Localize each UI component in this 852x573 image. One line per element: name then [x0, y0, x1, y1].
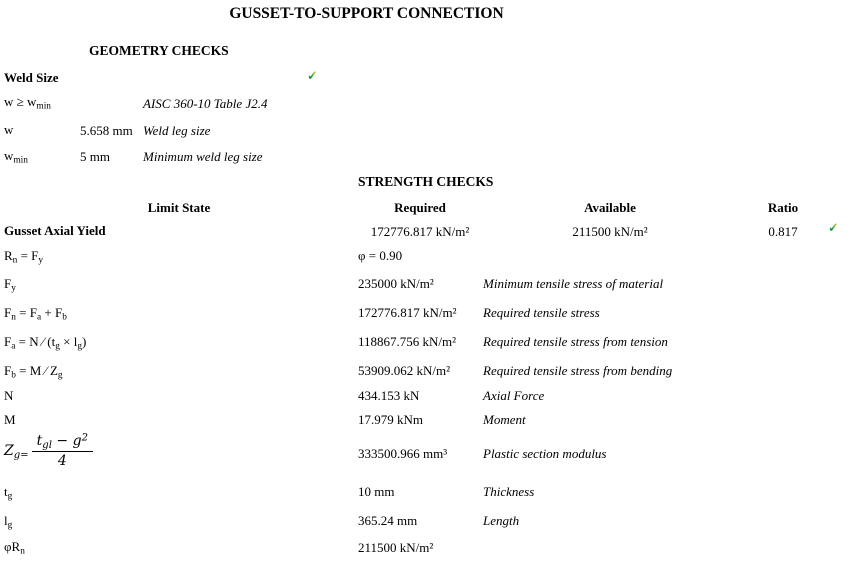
column-header-required: Required	[394, 200, 446, 215]
column-header-ratio: Ratio	[767, 200, 799, 215]
value-cell: 10 mm	[358, 484, 395, 499]
geometry-section-heading: GEOMETRY CHECKS	[89, 43, 229, 58]
geometry-check-name: Weld Size	[4, 70, 59, 85]
formula-cell: $F_n = F_a + F_b$	[4, 305, 67, 323]
formula-cell: $F_b = M$ ∕ $Z_g$	[4, 363, 63, 381]
description-cell: Moment	[483, 412, 526, 427]
value-cell: 5.658 mm	[80, 123, 133, 138]
description-cell: Minimum tensile stress of material	[483, 276, 664, 291]
column-header-limit-state: Limit State	[147, 200, 211, 215]
formula-cell: $\varphi R_n$	[4, 539, 25, 557]
formula-cell: N	[4, 388, 14, 403]
description-cell: Minimum weld leg size	[143, 149, 263, 164]
pass-check-icon: ✓	[307, 68, 318, 83]
formula-cell: $R_n = F_y$	[4, 248, 44, 266]
value-cell: 211500 kN/m²	[358, 540, 434, 555]
value-cell: 333500.966 mm³	[358, 446, 448, 461]
description-cell: Length	[483, 513, 520, 528]
formula-cell: $l_g$	[4, 513, 13, 531]
strength-section-heading: STRENGTH CHECKS	[358, 174, 494, 189]
value-cell: 235000 kN/m²	[358, 276, 434, 291]
description-cell: Plastic section modulus	[483, 446, 607, 461]
formula-cell: $F_a = N$ ∕ $(t_g \times l_g)$	[4, 334, 87, 352]
value-cell: 172776.817 kN/m²	[358, 305, 457, 320]
value-cell: 118867.756 kN/m²	[358, 334, 457, 349]
geometry-criterion-formula: $w \ge w_{min}$	[4, 94, 51, 112]
value-cell: 53909.062 kN/m²	[358, 363, 451, 378]
code-reference: AISC 360-10 Table J2.4	[143, 96, 268, 111]
column-header-available: Available	[584, 200, 636, 215]
description-cell: Weld leg size	[143, 123, 211, 138]
value-cell: 365.24 mm	[358, 513, 418, 528]
fraction-numerator: $t_{gl} - g^2$	[32, 433, 93, 452]
value-cell: 5 mm	[80, 149, 110, 164]
fraction-denominator: 4	[57, 453, 67, 470]
pass-check-icon: ✓	[828, 220, 839, 235]
description-cell: Axial Force	[483, 388, 545, 403]
value-cell: φ = 0.90	[358, 248, 403, 263]
description-cell: Required tensile stress from tension	[483, 334, 668, 349]
page-title: GUSSET-TO-SUPPORT CONNECTION	[229, 5, 504, 22]
symbol-cell: $w_{min}$	[4, 148, 28, 166]
formula-lhs: $Z_{g=}$	[4, 443, 29, 461]
description-cell: Thickness	[483, 484, 535, 499]
formula-cell	[4, 433, 93, 469]
required-value: 172776.817 kN/m²	[370, 224, 470, 239]
description-cell: Required tensile stress from bending	[483, 363, 673, 378]
formula-cell: M	[4, 412, 16, 427]
formula-cell: $F_y$	[4, 276, 16, 294]
value-cell: 17.979 kNm	[358, 412, 423, 427]
formula-cell: $t_g$	[4, 484, 13, 502]
fraction	[32, 433, 93, 469]
limit-state-name: Gusset Axial Yield	[4, 223, 106, 238]
description-cell: Required tensile stress	[483, 305, 600, 320]
available-value: 211500 kN/m²	[572, 224, 648, 239]
value-cell: 434.153 kN	[358, 388, 420, 403]
ratio-value: 0.817	[768, 224, 798, 239]
symbol-cell: w	[4, 122, 14, 137]
